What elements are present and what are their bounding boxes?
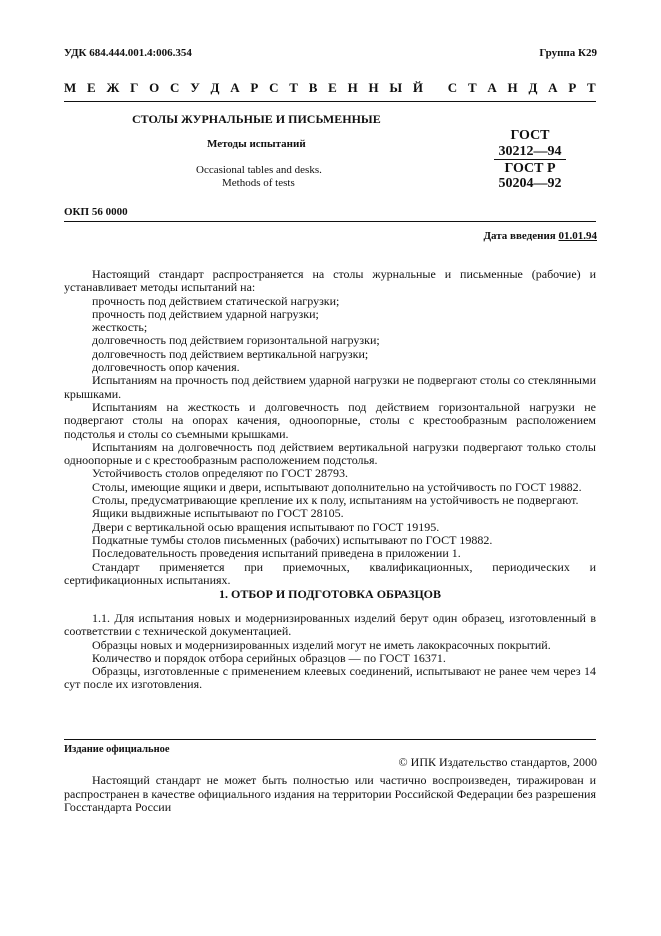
okp-rule [64, 221, 596, 222]
english-title-line-1: Occasional tables and desks. [196, 164, 322, 176]
effective-date-value: 01.01.94 [558, 230, 597, 242]
banner-letter: Ж [106, 80, 120, 95]
intro-paragraph: Подкатные тумбы столов письменных (рабочих) испытывают по ГОСТ 19882. [92, 532, 493, 547]
intro-paragraph: Последовательность проведения испытаний приведена в приложении 1. [92, 546, 461, 561]
intro-text [64, 268, 596, 587]
banner-letter: Н [347, 80, 358, 95]
banner-letter: Р [250, 80, 259, 95]
intro-paragraph: Испытаниям на жесткость и долговечность под действием горизонтальной нагрузки не подвергают столы на опорах качения, одноопорные, столы с крестообразным расположением подстолья и столы со съемными крышками. [64, 399, 596, 441]
banner-letter: Т [587, 80, 596, 95]
section-1-heading: 1. ОТБОР И ПОДГОТОВКА ОБРАЗЦОВ [218, 587, 441, 601]
banner-letter: С [269, 80, 279, 95]
banner-letter: Й [412, 80, 424, 95]
banner-letter: Р [568, 80, 577, 95]
banner-letter: С [447, 80, 458, 95]
section-paragraph: Образцы новых и модернизированных изделий могут не иметь лакокрасочных покрытий. [92, 637, 551, 652]
banner-letter: Ы [389, 80, 403, 95]
intro-paragraph: Ящики выдвижные испытывают по ГОСТ 28105. [92, 506, 344, 521]
test-method-item: долговечность под действием горизонтальной нагрузки; [92, 333, 380, 348]
banner-letter: Т [467, 80, 477, 95]
udk-code: УДК 684.444.001.4:006.354 [64, 47, 192, 59]
intro-paragraph: Столы, имеющие ящики и двери, испытывают дополнительно на устойчивость по ГОСТ 19882. [92, 479, 582, 494]
section-paragraph: Количество и порядок отбора серийных образцов — по ГОСТ 16371. [92, 650, 446, 665]
okp-code: ОКП 56 0000 [64, 206, 128, 218]
banner-letter: А [548, 80, 558, 95]
banner-letter: Н [368, 80, 379, 95]
gost-line-2: 30212—94 [494, 144, 566, 160]
banner-letter: А [230, 80, 240, 95]
official-edition-label: Издание официальное [64, 744, 170, 755]
test-method-item: прочность под действием ударной нагрузки; [92, 306, 319, 321]
gost-designation [494, 128, 566, 191]
banner-letter: Т [289, 80, 298, 95]
banner-letter: Д [528, 80, 538, 95]
intro-paragraph: Двери с вертикальной осью вращения испытывают по ГОСТ 19195. [92, 519, 440, 534]
section-paragraph: 1.1. Для испытания новых и модернизированных изделий берут один образец, изготовленный в соответствии с технической документацией. [64, 611, 596, 639]
section-paragraph: Образцы, изготовленные с применением клеевых соединений, испытывают не ранее чем через 14 сут после их изготовления. [64, 664, 596, 692]
document-title: СТОЛЫ ЖУРНАЛЬНЫЕ И ПИСЬМЕННЫЕ [132, 112, 381, 126]
banner-letter: Г [130, 80, 139, 95]
intro-paragraph: Стандарт применяется при приемочных, квалификационных, периодических и сертификационных испытаниях. [64, 559, 596, 587]
reproduction-notice [64, 774, 596, 815]
banner-letter: О [149, 80, 160, 95]
banner-letter: В [308, 80, 318, 95]
gost-line-4: 50204—92 [498, 176, 562, 191]
test-method-item: прочность под действием статической нагрузки; [92, 293, 340, 308]
test-method-item: долговечность под действием вертикальной нагрузки; [92, 346, 369, 361]
effective-date [483, 230, 597, 242]
intro-paragraph: Устойчивость столов определяют по ГОСТ 28793. [92, 466, 348, 481]
document-subtitle: Методы испытаний [207, 138, 306, 150]
banner-letter: Д [210, 80, 220, 95]
banner-word-gap [434, 80, 437, 96]
gost-line-3: ГОСТ Р [504, 161, 556, 176]
intro-paragraph: Столы, предусматривающие крепление их к полу, испытаниям на устойчивость не подвергают. [92, 493, 579, 508]
intro-paragraph: Испытаниям на долговечность под действием вертикальной нагрузки подвергают только столы одноопорные и с крестообразным расположением подстолья. [64, 439, 596, 468]
header-rule [64, 101, 596, 102]
banner-letter: С [170, 80, 180, 95]
footer-rule [64, 739, 596, 740]
interstate-standard-banner [64, 80, 596, 96]
banner-letter: А [487, 80, 497, 95]
banner-letter: У [190, 80, 200, 95]
copyright-notice: © ИПК Издательство стандартов, 2000 [398, 755, 597, 769]
intro-paragraph: Испытаниям на прочность под действием ударной нагрузки не подвергают столы со стеклянными крышками. [64, 373, 596, 401]
effective-date-label: Дата введения [483, 230, 556, 242]
english-title-line-2: Methods of tests [222, 177, 295, 189]
section-1-text [64, 612, 596, 692]
intro-paragraph: Настоящий стандарт распространяется на столы журнальные и письменные (рабочие) и устанавливает методы испытаний на: [64, 267, 596, 295]
test-method-item: долговечность опор качения. [92, 360, 240, 375]
banner-letter: М [64, 80, 77, 95]
gost-line-1: ГОСТ [510, 128, 550, 143]
reproduction-notice-text: Настоящий стандарт не может быть полностью или частично воспроизведен, тиражирован и распространен в качестве официального издания на территории Российской Федерации без разрешения Госстандарта России [64, 773, 596, 814]
banner-letter: Е [328, 80, 337, 95]
banner-letter: Н [507, 80, 518, 95]
group-code: Группа К29 [539, 47, 597, 59]
test-method-item: жесткость; [92, 320, 148, 335]
banner-letter: Е [87, 80, 96, 95]
